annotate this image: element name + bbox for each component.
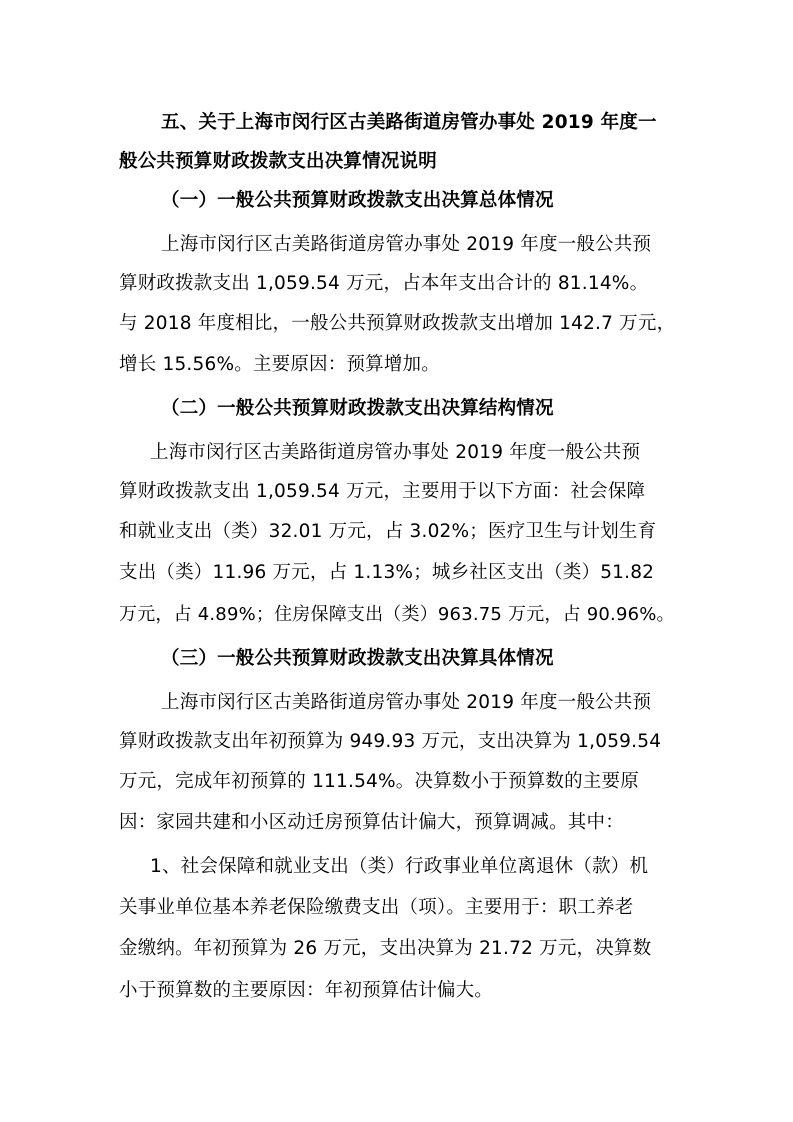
subsection-2-paragraph-line-1: 上海市闵行区古美路街道房管办事处 2019 年度一般公共预	[150, 442, 641, 463]
subsection-2-heading: （二）一般公共预算财政拨款支出决算结构情况	[161, 398, 554, 419]
subsection-1-heading: （一）一般公共预算财政拨款支出决算总体情况	[161, 190, 554, 211]
item-1-line-3: 金缴纳。年初预算为 26 万元，支出决算为 21.72 万元，决算数	[119, 938, 652, 959]
subsection-2-paragraph-line-3: 和就业支出（类）32.01 万元，占 3.02%；医疗卫生与计划生育	[119, 521, 657, 542]
subsection-3-paragraph-line-2: 算财政拨款支出年初预算为 949.93 万元，支出决算为 1,059.54	[119, 731, 662, 752]
section-title-line-2: 般公共预算财政拨款支出决算情况说明	[119, 151, 437, 172]
subsection-3-paragraph-line-3: 万元，完成年初预算的 111.54%。决算数小于预算数的主要原	[119, 771, 639, 792]
item-1-line-1: 1、社会保障和就业支出（类）行政事业单位离退休（款）机	[150, 856, 649, 877]
item-1-line-2: 关事业单位基本养老保险缴费支出（项）。主要用于：职工养老	[119, 897, 634, 918]
subsection-1-paragraph-line-1: 上海市闵行区古美路街道房管办事处 2019 年度一般公共预	[161, 234, 652, 255]
subsection-2-paragraph-line-5: 万元，占 4.89%；住房保障支出（类）963.75 万元，占 90.96%。	[119, 604, 675, 625]
item-1-line-4: 小于预算数的主要原因：年初预算估计偏大。	[119, 980, 494, 1001]
subsection-3-paragraph-line-4: 因：家园共建和小区动迁房预算估计偏大，预算调减。其中：	[119, 812, 624, 833]
section-title-line-1: 五、关于上海市闵行区古美路街道房管办事处 2019 年度一	[161, 112, 657, 133]
subsection-3-heading: （三）一般公共预算财政拨款支出决算具体情况	[161, 648, 554, 669]
subsection-1-paragraph-line-4: 增长 15.56%。主要原因：预算增加。	[119, 354, 440, 375]
subsection-1-paragraph-line-2: 算财政拨款支出 1,059.54 万元，占本年支出合计的 81.14%。	[119, 273, 649, 294]
subsection-2-paragraph-line-4: 支出（类）11.96 万元，占 1.13%；城乡社区支出（类）51.82	[119, 562, 655, 583]
subsection-3-paragraph-line-1: 上海市闵行区古美路街道房管办事处 2019 年度一般公共预	[161, 692, 652, 713]
subsection-1-paragraph-line-3: 与 2018 年度相比，一般公共预算财政拨款支出增加 142.7 万元，	[119, 313, 676, 334]
subsection-2-paragraph-line-2: 算财政拨款支出 1,059.54 万元，主要用于以下方面：社会保障	[119, 481, 646, 502]
